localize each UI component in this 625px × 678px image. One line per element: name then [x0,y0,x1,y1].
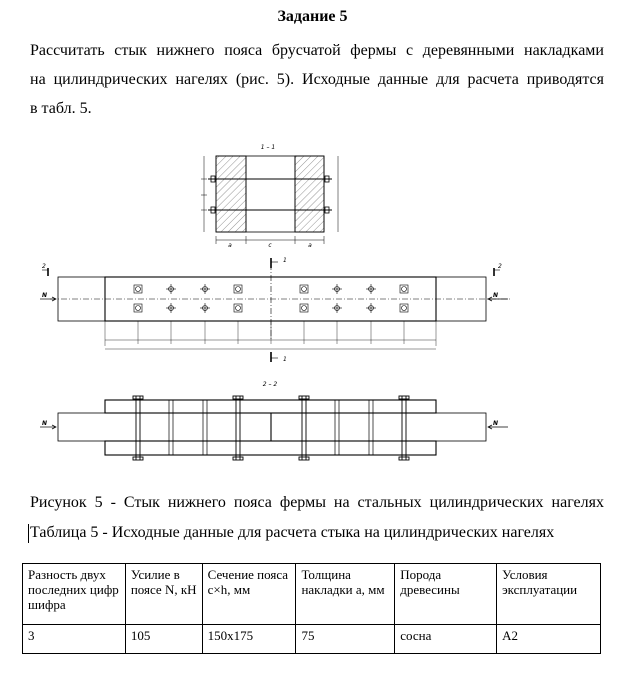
figure-caption: Рисунок 5 - Стык нижнего пояса фермы на стальных цилиндрических нагелях [30,494,604,511]
table-cell: 3 [23,625,126,654]
header-cell: Сечение пояса c×h, мм [202,564,296,625]
cut-label-2: 2 [42,263,46,270]
table-caption: Таблица 5 - Исходные данные для расчета стыка на цилиндрических нагелях [30,524,555,541]
table-cell: 75 [296,625,395,654]
section-1-1-label: 1 – 1 [260,144,276,151]
header-cell: Условия эксплуатации [497,564,601,625]
input-data-table [22,563,601,654]
table-cell: сосна [395,625,497,654]
force-label-left: N [42,420,48,427]
task-title: Задание 5 [277,8,348,25]
table-row [23,625,601,654]
task-line: Рассчитать стык нижнего пояса брусчатой фермы с деревянными накладками [30,42,604,59]
text-cursor [28,524,29,543]
section-2-2-label: 2 – 2 [262,381,278,388]
cut-label-1: 1 [283,356,287,363]
table-cell: 105 [125,625,202,654]
table-cell: 150х175 [202,625,296,654]
section-1-1 [201,156,338,244]
header-cell: Толщина накладки a, мм [296,564,395,625]
task-line: на цилиндрических нагелях (рис. 5). Исходные данные для расчета приводятся [30,71,604,88]
dim-a-label: a [308,242,312,249]
cut-label-1: 1 [283,257,287,264]
dim-c-label: c [268,242,272,249]
task-line: в табл. 5. [30,100,92,117]
header-cell: Разность двух последних цифр шифра [23,564,126,625]
table-cell: А2 [497,625,601,654]
joint-plan-view [40,258,510,362]
force-label-right: N [493,420,499,427]
force-label-right: N [493,292,499,299]
joint-elevation-view [40,396,508,460]
header-cell: Порода древесины [395,564,497,625]
force-label-left: N [42,292,48,299]
header-cell: Усилие в поясе N, кН [125,564,202,625]
cut-label-2: 2 [498,263,502,270]
table-header-row [23,564,601,625]
dim-a-label: a [228,242,232,249]
